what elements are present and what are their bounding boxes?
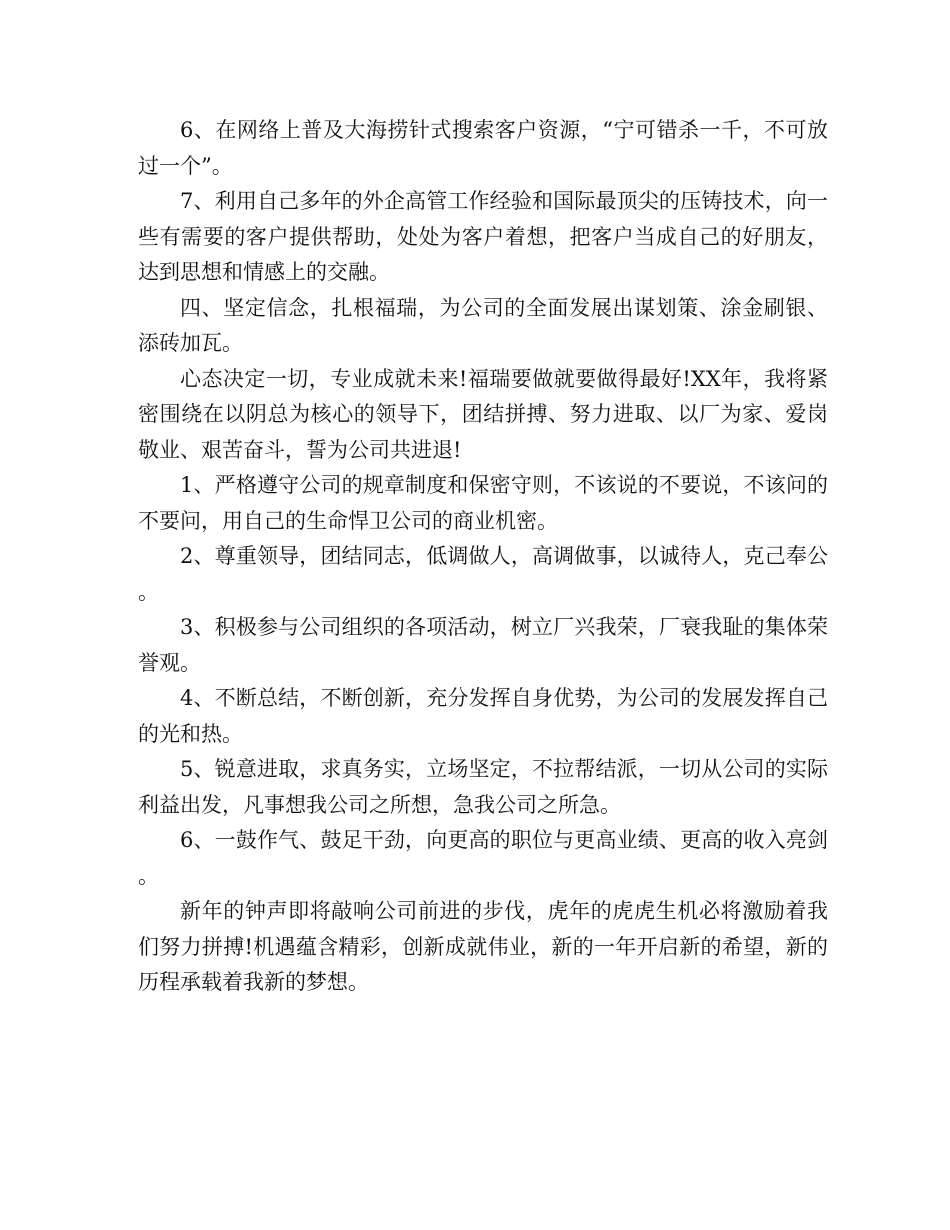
paragraph-item-6-effort: 6、一鼓作气、鼓足干劲，向更高的职位与更高业绩、更高的收入亮剑。 bbox=[138, 828, 828, 888]
paragraph-item-2-respect: 2、尊重领导，团结同志，低调做人，高调做事，以诚待人，克己奉公。 bbox=[138, 544, 828, 604]
section-heading-four: 四、坚定信念，扎根福瑞，为公司的全面发展出谋划策、涂金刷银、添砖加瓦。 bbox=[138, 295, 828, 355]
document-body bbox=[138, 113, 828, 1001]
paragraph-item-5-progress: 5、锐意进取，求真务实，立场坚定，不拉帮结派，一切从公司的实际利益出发，凡事想我公司之所想，急我公司之所急。 bbox=[138, 757, 828, 817]
paragraph-item-1-rules: 1、严格遵守公司的规章制度和保密守则，不该说的不要说，不该问的不要问，用自己的生命悍卫公司的商业机密。 bbox=[138, 473, 828, 533]
paragraph-attitude: 心态决定一切，专业成就未来!福瑞要做就要做得最好!XX年，我将紧密围绕在以阴总为核心的领导下，团结拼搏、努力进取、以厂为家、爱岗敬业、艰苦奋斗，誓为公司共进退! bbox=[138, 366, 828, 462]
paragraph-item-3-activities: 3、积极参与公司组织的各项活动，树立厂兴我荣，厂衰我耻的集体荣誉观。 bbox=[138, 615, 828, 675]
paragraph-item-4-innovation: 4、不断总结，不断创新，充分发挥自身优势，为公司的发展发挥自己的光和热。 bbox=[138, 686, 828, 746]
paragraph-item-7-experience: 7、利用自己多年的外企高管工作经验和国际最顶尖的压铸技术，向一些有需要的客户提供帮助，处处为客户着想，把客户当成自己的好朋友，达到思想和情感上的交融。 bbox=[138, 189, 828, 284]
paragraph-item-6-search: 6、在网络上普及大海捞针式搜索客户资源，“宁可错杀一千，不可放过一个”。 bbox=[138, 118, 828, 178]
paragraph-new-year: 新年的钟声即将敲响公司前进的步伐，虎年的虎虎生机必将激励着我们努力拼搏!机遇蕴含精彩，创新成就伟业，新的一年开启新的希望，新的历程承载着我新的梦想。 bbox=[138, 899, 828, 994]
